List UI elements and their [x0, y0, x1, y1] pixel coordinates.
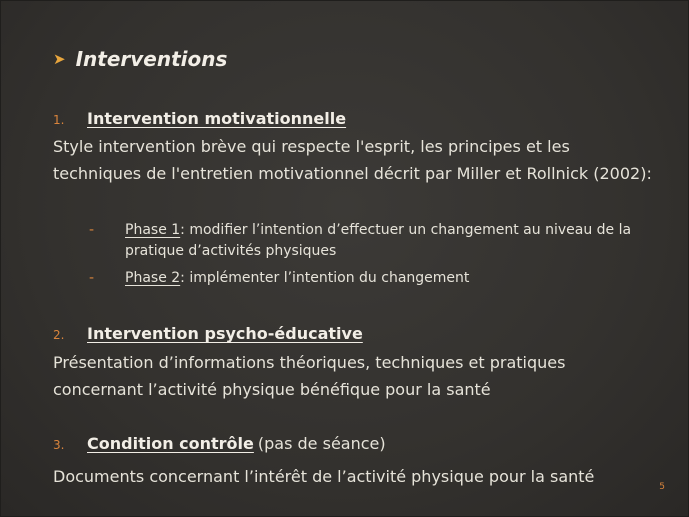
phase-2-dash: -: [89, 270, 95, 286]
section-1-title: Intervention motivationnelle: [87, 109, 347, 128]
phase-1-text: : modifier l’intention d’effectuer un changement au niveau de la pratique d’activités physiques: [125, 222, 632, 259]
slide-title: [53, 47, 227, 71]
arrow-bullet-icon: ➤: [53, 50, 66, 68]
section-2-title: Intervention psycho-éducative: [87, 324, 363, 343]
section-3-description: Documents concernant l’intérêt de l’activité physique pour la santé: [53, 467, 595, 486]
phase-1-content: [125, 220, 654, 262]
slide-title-text: Interventions: [75, 47, 228, 71]
section-3-title: Condition contrôle: [87, 434, 254, 453]
section-2-heading: [53, 324, 363, 343]
section-2-number: 2.: [53, 328, 65, 342]
section-3-heading: [53, 434, 386, 453]
section-3-number: 3.: [53, 438, 65, 452]
phase-2-text: : implémenter l’intention du changement: [180, 270, 470, 286]
section-1-number: 1.: [53, 113, 65, 127]
phase-2-label: Phase 2: [125, 270, 181, 286]
phase-1-item: [89, 220, 654, 262]
page-number: 5: [659, 482, 665, 492]
section-2-description: Présentation d’informations théoriques, techniques et pratiques concernant l’activité physique bénéfique pour la santé: [53, 353, 566, 399]
phase-2-content: [125, 268, 469, 289]
phase-1-label: Phase 1: [125, 222, 181, 238]
section-1-heading: [53, 109, 346, 128]
phase-1-dash: -: [89, 222, 95, 238]
section-1-description: Style intervention brève qui respecte l'esprit, les principes et les techniques de l'entretien motivationnel décrit par Miller et Rollnick (2002):: [53, 137, 652, 183]
phase-2-item: [89, 268, 654, 289]
section-3-note: (pas de séance): [257, 434, 386, 453]
